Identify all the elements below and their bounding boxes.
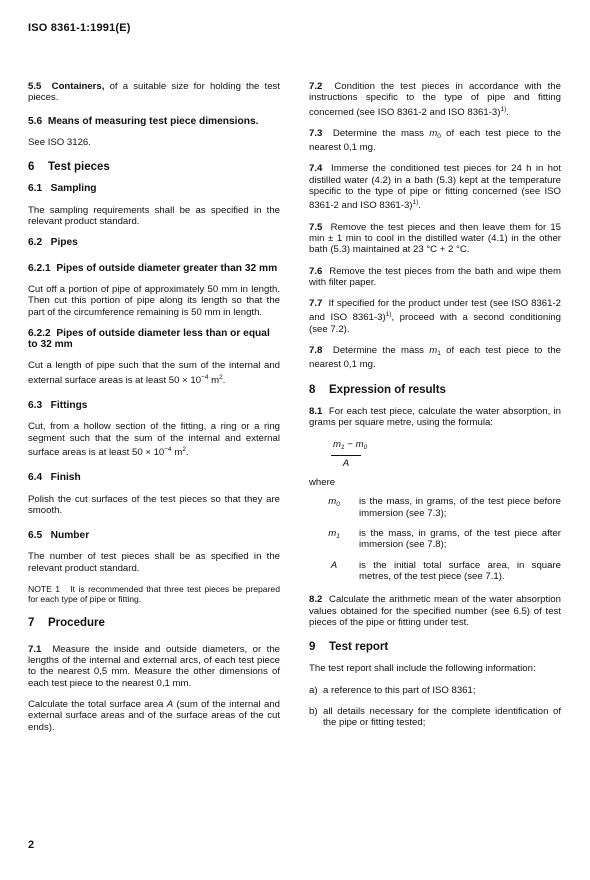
formula-denominator: A (342, 457, 350, 469)
definition-m1 (309, 528, 561, 551)
symbol: m (328, 528, 337, 540)
clause-6-2-1-text: Cut off a portion of pipe of approximately 50 mm in length. Then cut this portion of pipe along its length so that the part of the circumference remaining is 50 mm in length. (28, 283, 280, 318)
clause-number: 7.2 (309, 81, 323, 92)
text: Cut a length of pipe such that the sum of the internal and external surface areas is at least 50 × 10 (28, 360, 280, 386)
text: Calculate the arithmetic mean of the water absorption values obtained for the specified number (see 6.5) of test pieces of the pipe or fitting under test. (309, 594, 561, 628)
clause-title: Sampling (50, 183, 97, 195)
section-9-heading (309, 642, 561, 653)
clause-title: Containers, (51, 81, 105, 92)
definition-A (309, 560, 561, 583)
section-7-heading (28, 618, 280, 629)
section-title: Test report (329, 641, 389, 654)
clause-7-1-text (28, 644, 280, 689)
text: m (208, 374, 220, 386)
clause-number: 7.4 (309, 163, 323, 175)
clause-number: 7.1 (28, 643, 42, 655)
clause-number: 7.6 (309, 265, 323, 277)
text: of each test piece to the nearest 0,1 mg. (309, 127, 561, 154)
clause-title: Means of measuring test piece dimensions. (47, 115, 259, 127)
where-label: where (309, 477, 336, 489)
text: (sum of the internal and external surface areas and of the surface areas of the cut ends). (28, 698, 280, 733)
text: m (171, 446, 183, 458)
exponent: 2 (219, 373, 223, 381)
list-label: b) (309, 705, 318, 717)
clause-number: 6.2 (28, 237, 43, 249)
clause-number: 8.2 (309, 594, 323, 606)
clause-number: 6.5 (28, 530, 43, 542)
clause-6-5-heading (28, 530, 280, 541)
clause-7-1-text-2 (28, 699, 280, 733)
list-item-a (309, 685, 561, 696)
subscript: 0 (336, 501, 340, 509)
text: of each test piece to the nearest 0,1 mg. (309, 345, 561, 371)
symbol: m (429, 127, 438, 139)
subscript: 1 (437, 350, 441, 358)
text: Determine the mass (332, 127, 430, 139)
list-label: a) (309, 684, 318, 696)
section-title: Test pieces (48, 161, 110, 174)
definition-symbol: A (330, 559, 338, 571)
exponent: 2 (182, 445, 186, 453)
text: . (506, 106, 509, 118)
list-text: a reference to this part of ISO 8361; (323, 684, 476, 696)
text: Measure the inside and outside diameters, or the lengths of the internal and external arcs, of each test piece to the nearest 0,5 mm. Measure the other dimensions of each test piece to the nearest 0,1 mm. (28, 643, 280, 689)
section-title: Procedure (48, 617, 105, 630)
clause-6-5-text: The number of test pieces shall be as specified in the relevant product standard. (28, 551, 280, 574)
section-title: Expression of results (329, 383, 446, 396)
note-label: NOTE 1 (28, 584, 61, 595)
text: Calculate the total surface area (28, 698, 167, 710)
page-number: 2 (28, 839, 35, 851)
list-item-b (309, 706, 561, 729)
subscript: 0 (363, 443, 368, 451)
section-number: 6 (28, 161, 35, 174)
clause-6-1-heading (28, 183, 280, 194)
subscript: 1 (336, 533, 340, 541)
clause-7-2 (309, 81, 561, 118)
clause-6-2-2-heading (28, 328, 280, 351)
clause-number: 7.8 (309, 345, 323, 357)
text: If specified for the product under test (see ISO 8361-2 and ISO 8361-3) (309, 298, 561, 324)
clause-title: Finish (50, 472, 81, 484)
clause-title: Number (50, 530, 90, 542)
note-text: It is recommended that three test pieces be prepared for each type of pipe or fitting. (28, 584, 280, 605)
section-number: 8 (309, 383, 316, 396)
text: For each test piece, calculate the water absorption, in grams per square metre, using the formula: (309, 405, 561, 429)
section-number: 7 (28, 617, 35, 630)
footnote-ref: 1) (385, 311, 392, 319)
clause-number: 5.6 (28, 115, 43, 127)
definition-text: is the initial total surface area, in square metres, of the test piece (see 7.1). (359, 559, 561, 582)
clause-number: 6.1 (28, 183, 43, 195)
text: Condition the test pieces in accordance with the instructions specific to the type of pipe and fitting concerned (see ISO 8361-2 and ISO 8361-3) (309, 81, 561, 118)
clause-number: 5.5 (28, 81, 42, 92)
water-absorption-formula (331, 438, 368, 470)
clause-number: 7.3 (309, 127, 323, 139)
clause-7-3 (309, 128, 561, 154)
clause-title: Pipes of outside diameter less than or equal to 32 mm (28, 327, 270, 351)
symbol: m (333, 438, 341, 450)
section-number: 9 (309, 641, 316, 654)
clause-title: Pipes (50, 237, 78, 249)
list-text: all details necessary for the complete identification of the pipe or fitting tested; (323, 705, 561, 729)
clause-number: 6.2.1 (28, 262, 51, 274)
definition-m0 (309, 496, 561, 519)
clause-7-7 (309, 298, 561, 335)
definition-text: is the mass, in grams, of the test piece after immersion (see 7.8); (359, 528, 561, 551)
clause-6-2-2-text (28, 360, 280, 386)
definition-text: is the mass, in grams, of the test piece before immersion (see 7.3); (359, 496, 561, 519)
text: Remove the test pieces and then leave them for 15 min ± 1 min to cool in the distilled water (4.1) in the other bath (5.3) maintained at 23 °C + 2 °C. (309, 221, 561, 256)
text: Immerse the conditioned test pieces for 24 h in hot distilled water (4.2) in a bath (5.3) kept at the temperature specific to the type of pipe or fitting concerned (see ISO 8361-2 and ISO 8361-3) (309, 163, 561, 212)
text: Cut, from a hollow section of the fitting, a ring or a ring segment such that the sum of the internal and external surface areas is at least 50 × 10 (28, 421, 280, 458)
clause-6-3-text (28, 421, 280, 458)
clause-number: 6.3 (28, 400, 43, 412)
section-8-heading (309, 385, 561, 396)
clause-5-5 (28, 81, 280, 104)
clause-7-5 (309, 222, 561, 256)
symbol: m (355, 438, 364, 450)
clause-number: 7.5 (309, 221, 323, 233)
symbol: m (328, 496, 337, 508)
clause-number: 8.1 (309, 405, 323, 417)
page-header: ISO 8361-1:1991(E) (28, 22, 131, 34)
clause-title: Fittings (50, 400, 88, 412)
clause-8-1 (309, 406, 561, 429)
clause-number: 6.2.2 (28, 327, 51, 339)
clause-6-2-heading (28, 237, 280, 248)
clause-7-6 (309, 266, 561, 289)
clause-number: 7.7 (309, 298, 323, 310)
clause-text: of a suitable size for holding the test pieces. (28, 81, 280, 104)
symbol: A (166, 698, 174, 710)
formula-numerator (331, 438, 368, 456)
clause-5-6-heading (28, 116, 280, 127)
clause-8-2 (309, 594, 561, 628)
text: . (418, 200, 421, 212)
clause-title: Pipes of outside diameter greater than 32 mm (56, 262, 278, 274)
definition-symbol (309, 496, 359, 519)
clause-6-4-heading (28, 472, 280, 483)
definition-symbol (309, 528, 359, 551)
text: . (185, 446, 189, 458)
clause-6-3-heading (28, 400, 280, 411)
subscript: 1 (341, 443, 345, 451)
clause-9-text: The test report shall include the following information: (309, 663, 536, 675)
footnote-ref: 1) (412, 199, 419, 207)
clause-number: 6.4 (28, 472, 43, 484)
text: , proceed with a second conditioning (see 7.2). (309, 312, 561, 335)
exponent: −4 (164, 445, 172, 453)
text: . (222, 374, 226, 386)
clause-7-4 (309, 163, 561, 211)
exponent: −4 (201, 373, 209, 381)
clause-6-1-text: The sampling requirements shall be as specified in the relevant product standard. (28, 204, 280, 228)
clause-6-2-1-heading (28, 263, 280, 274)
left-column (28, 81, 280, 743)
clause-5-6-text: See ISO 3126. (28, 136, 91, 148)
section-6-heading (28, 162, 280, 173)
symbol: m (429, 345, 438, 357)
subscript: 0 (437, 132, 441, 140)
text: Remove the test pieces from the bath and wipe them with filter paper. (309, 265, 561, 288)
right-column (309, 81, 561, 739)
operator: − (344, 438, 356, 450)
note-1 (28, 584, 280, 604)
clause-6-4-text: Polish the cut surfaces of the test pieces so that they are smooth. (28, 493, 280, 516)
footnote-ref: 1) (500, 105, 507, 113)
text: Determine the mass (332, 345, 430, 357)
clause-7-8 (309, 345, 561, 371)
